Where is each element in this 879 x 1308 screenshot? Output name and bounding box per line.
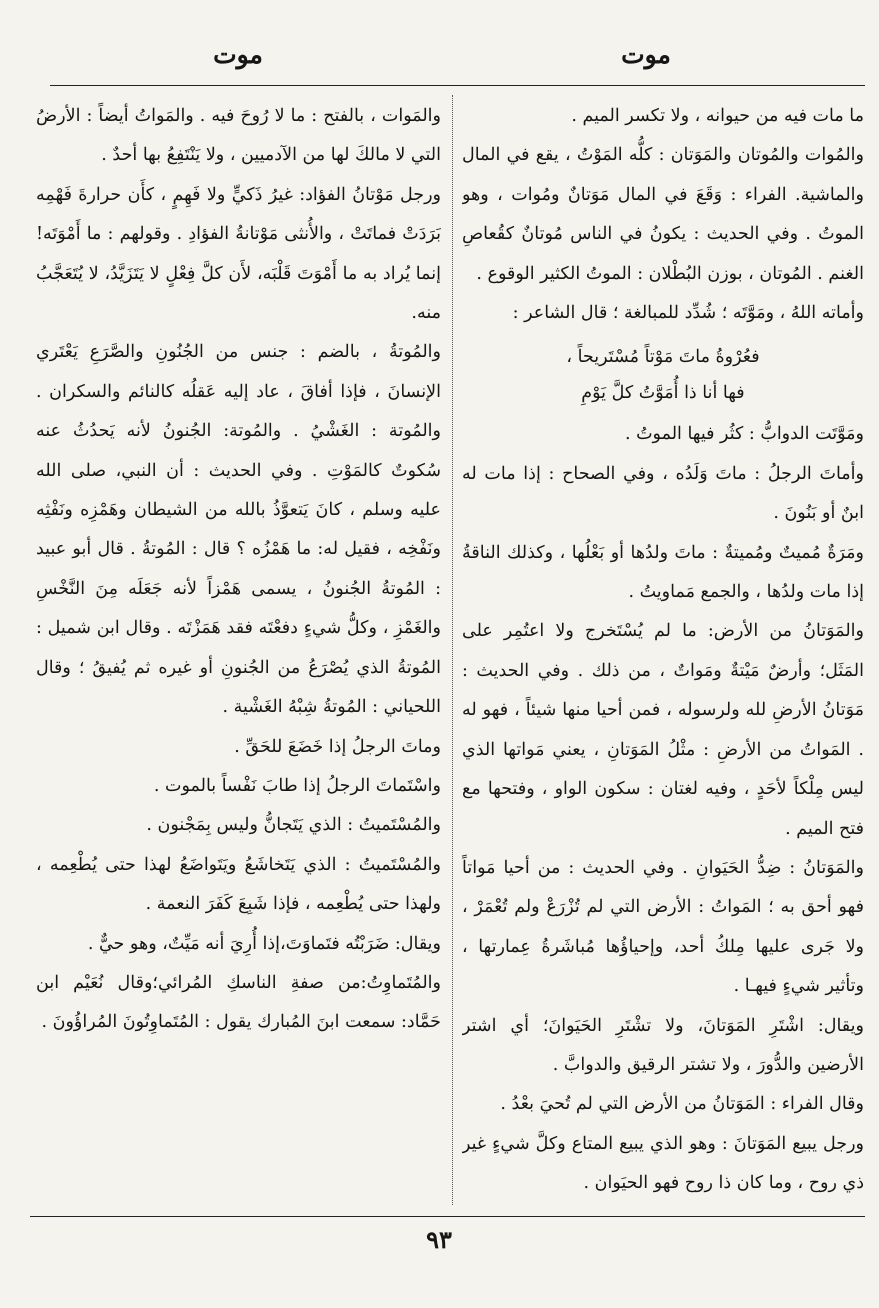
paragraph: والمُسْتَميتُ : الذي يَتَجانُّ وليس بِمَجْنون . [146,815,441,836]
paragraph: وأماتَ الرجلُ : ماتَ وَلَدُه ، وفي الصحاح : إذا مات له ابنٌ أو بَنُونَ . [462,463,864,524]
paragraph: والمُسْتَميتُ : الذي يَتَخاشَعُ ويَتَواضَعُ لهذا حتى يُطْعِمه ، ولهذا حتى يُطْعِمه ، فإذا شَبِعَ كَفَرَ النعمة . [36,854,441,915]
verse-line: فعُرْوةُ ماتَ مَوْتاً مُسْتَريحاً ، [566,347,760,368]
text-column-left [36,97,441,1207]
header-rule [50,85,865,86]
paragraph: والمَوَتانُ من الأرض: ما لم يُسْتَخرج ولا اعتُمِر على المَثَل؛ وأرضٌ مَيْتةٌ ومَواتٌ ، من ذلك . وفي الحديث : مَوَتانُ الأرضِ لله ولرسوله ، فمن أحيا منها شيئاً ، فهو له . المَواتُ من الأرضِ : مثْلُ المَوَتانِ ، يعني مَواتها الذي ليس مِلْكاً لأحَدٍ ، وفيه لغتان : سكون الواو ، وفتحها مع فتح الميم . [462,621,864,839]
paragraph: واسْتَماتَ الرجلُ إذا طابَ نَفْساً بالموت . [153,775,441,796]
paragraph: والمَوَتانُ : ضِدُّ الحَيَوانِ . وفي الحديث : من أحيا مَواتاً فهو أحق به ؛ المَواتُ : الأرض التي لم تُزْرَعْ ولم تُعْمَرْ ، ولا جَرى عليها مِلكُ أحد، وإحياؤُها مُباشَرةُ عِمارتها ، وتأثير شيءٍ فيهـا . [462,857,864,997]
paragraph: وقال الفراء : المَوَتانُ من الأرض التي لم تُحيَ بعْدُ . [500,1094,864,1115]
paragraph: والمُوات والمُوتان والمَوَتان : كلُّه المَوْتُ ، يقع في المال والماشية. الفراء : وَقَعَ في المال مَوَتانٌ ومُوات ، وهو الموتُ . وفي الحديث : يكونُ في الناس مُوتانٌ كقُعاصِ الغنم . المُوتان ، بوزن البُطْلان : الموتُ الكثير الوقوع . [462,145,864,284]
paragraph: ومَوَّتَت الدوابُّ : كثُر فيها الموتُ . [624,424,864,445]
paragraph: ما مات فيه من حيوانه ، ولا تكسر الميم . [571,106,864,126]
verse-line: فها أنا ذا أُمَوَّتُ كلَّ يَوْمِ [581,383,745,404]
poetry-verse [462,339,864,411]
paragraph: ومَرَةٌ مُميتٌ ومُميتةٌ : ماتَ ولدُها أو بَعْلُها ، وكذلك الناقةُ إذا مات ولدُها ، والجمع مَماويتُ . [462,542,864,603]
page-number: ٩٣ [426,1225,452,1254]
paragraph: والمُتَماوِتُ:من صفةِ الناسكِ المُرائي؛وقال نُعَيْم ابن حَمَّاد: سمعت ابنَ المُبارك يقول : المُتَماوِتُونَ المُراؤُونَ . [36,972,441,1033]
paragraph: وماتَ الرجلُ إذا خَضَعَ للحَقِّ . [234,736,441,757]
paragraph: ويقال: ضَرَبْتُه فتَماوَتَ،إذا أُرِيَ أنه مَيِّتٌ، وهو حيٌّ . [87,933,441,954]
paragraph: ويقال: اشْتَرِ المَوَتانَ، ولا تشْتَرِ الحَيَوانَ؛ أي اشتر الأرضين والدُّورَ ، ولا تشتر الرقيق والدوابَّ . [462,1015,864,1075]
column-divider [452,95,453,1205]
paragraph: ورجل يبيع المَوَتانَ : وهو الذي يبيع المتاع وكلَّ شيءٍ غير ذي روح ، وما كان ذا روح فهو الحيَوان . [462,1133,864,1194]
paragraph: والمَوات ، بالفتح : ما لا رُوحَ فيه . والمَواتُ أيضاً : الأرضُ التي لا مالكَ لها من الآدميين ، ولا يَنْتَفِعُ بها أحدٌ . [36,106,441,166]
paragraph: والمُوتةُ ، بالضم : جنس من الجُنُونِ والصَّرَعِ يَعْتَري الإنسانَ ، فإذا أفاقَ ، عاد إليه عَقلُه كالنائم والسكران . والمُوتة : الغَشْيُ . والمُوتة: الجُنونُ لأنه يَحدُثُ عنه سُكوتٌ كالمَوْتِ . وفي الحديث : أن النبي، صلى الله عليه وسلم ، كانَ يَتعوَّذُ بالله من الشيطان وهَمْزِه ونَفْثِه ونَفْخِه ، فقيل له: ما هَمْزُه ؟ قال : المُوتةُ . قال أبو عبيد : المُوتةُ الجُنونُ ، يسمى هَمْزاً لأنه جَعَلَه مِنَ النَّخْسِ والغَمْزِ ، وكلُّ شيءٍ دفعْتَه فقد هَمَزْتَه . وقال ابن شميل : المُوتةُ الذي يُصْرَعُ من الجُنونِ أو غيره ثم يُفيقُ ؛ وقال اللحياني : المُوتةُ شِبْهُ الغَشْية . [36,342,441,718]
running-header-right: موت [621,40,671,69]
paragraph: وأماته اللهُ ، ومَوَّتَه ؛ شُدِّد للمبالغة ؛ قال الشاعر : [512,303,864,324]
footer-rule [30,1216,865,1217]
text-column-right [462,97,864,1207]
running-header-left: موت [213,40,263,69]
paragraph: ورجل مَوْتانُ الفؤاد: غيرُ ذَكيٍّ ولا فَهِمٍ ، كأَن حرارةَ فَهْمِه بَرَدَتْ فماتَتْ ، والأُنثى مَوْتانةُ الفؤادِ . وقولهم : ما أَمْوَتَه! إنما يُراد به ما أَمْوَتَ قَلْبَه، لأَن كلَّ فِعْلٍ لا يَتَزَيَّدُ، لا يُتَعَجَّبُ منه. [36,184,441,324]
